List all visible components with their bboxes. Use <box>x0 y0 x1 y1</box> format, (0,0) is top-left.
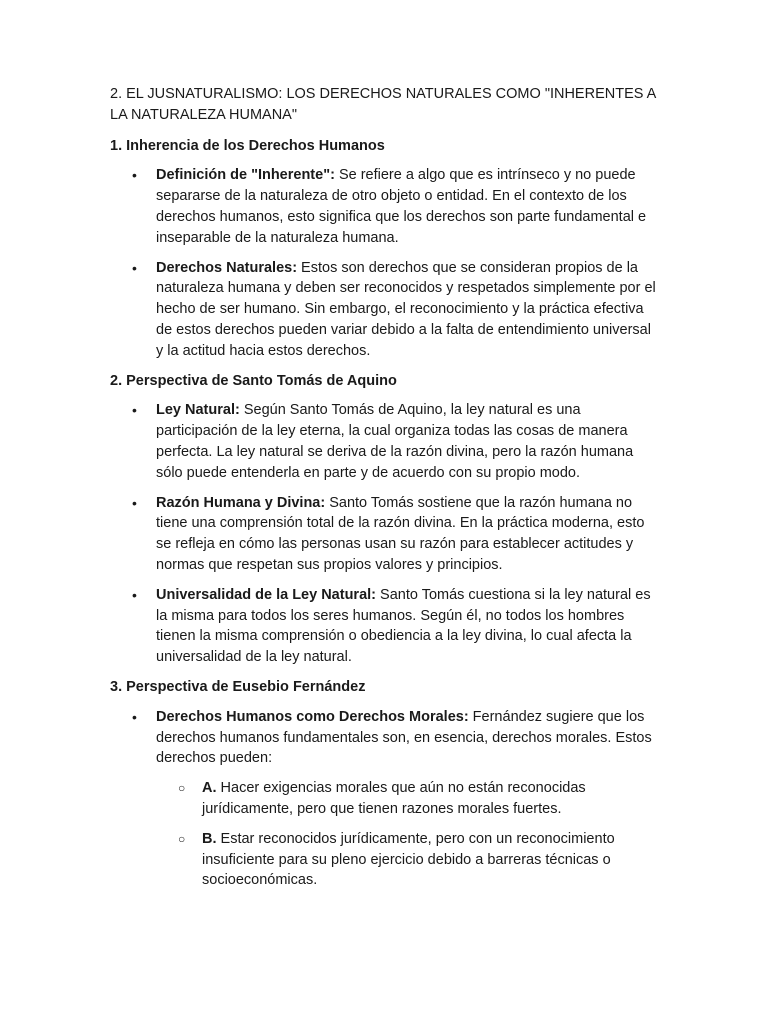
item-label: Razón Humana y Divina: <box>156 494 326 511</box>
bullet-icon: • <box>132 167 137 184</box>
item-text: Estos son derechos que se consideran propios de la naturaleza humana y deben ser reconocidos y respetados simplemente por el hecho de ser humano. Sin embargo, el reconocimiento y la práctica efectiva de estos derechos pueden variar debido a la falta de entendimiento universal y la actitud hacia estos derechos. <box>156 259 656 359</box>
document-page <box>110 84 660 900</box>
sub-item-label: A. <box>202 780 217 797</box>
sub-list-item <box>156 778 660 820</box>
item-text: Santo Tomás sostiene que la razón humana no tiene una comprensión total de la razón divina. En la práctica moderna, esto se refleja en cómo las personas usan su razón para establecer actitudes y normas que respetan sus propios valores y principios. <box>156 494 645 573</box>
sub-list-item <box>156 829 660 891</box>
section-heading-fernandez: 3. Perspectiva de Eusebio Fernández <box>110 678 366 695</box>
list-item <box>110 258 660 362</box>
sub-item-text: Hacer exigencias morales que aún no están reconocidas jurídicamente, pero que tienen razones morales fuertes. <box>202 780 586 817</box>
item-text: Se refiere a algo que es intrínseco y no puede separarse de la naturaleza de otro objeto o entidad. En el contexto de los derechos humanos, esto significa que los derechos son parte fundamental e inseparable de la naturaleza humana. <box>156 167 647 246</box>
section-heading-aquino: 2. Perspectiva de Santo Tomás de Aquino <box>110 372 397 389</box>
item-label: Derechos Naturales: <box>156 259 298 276</box>
item-label: Derechos Humanos como Derechos Morales: <box>156 708 469 725</box>
circle-bullet-icon: ○ <box>178 781 186 796</box>
sub-item-label: B. <box>202 830 217 847</box>
list-item <box>110 165 660 248</box>
bullet-icon: • <box>132 708 137 725</box>
item-text: Fernández sugiere que los derechos humanos fundamentales son, en esencia, derechos morales. Estos derechos pueden: <box>156 708 652 767</box>
bullet-icon: • <box>132 494 137 511</box>
list-item <box>110 400 660 483</box>
section-list-inherencia <box>110 165 660 361</box>
circle-bullet-icon: ○ <box>178 831 186 846</box>
item-label: Definición de "Inherente": <box>156 167 335 184</box>
item-label: Ley Natural: <box>156 402 240 419</box>
bullet-icon: • <box>132 402 137 419</box>
item-label: Universalidad de la Ley Natural: <box>156 586 376 603</box>
list-item <box>110 585 660 668</box>
section-list-fernandez <box>110 707 660 891</box>
document-title: 2. EL JUSNATURALISMO: LOS DERECHOS NATURALES COMO "INHERENTES A LA NATURALEZA HUMANA" <box>110 86 656 123</box>
item-text: Santo Tomás cuestiona si la ley natural es la misma para todos los seres humanos. Según él, no todos los hombres tienen la misma comprensión o obediencia a la ley divina, lo cual afecta la universalidad de la ley natural. <box>156 586 651 666</box>
section-list-aquino <box>110 400 660 668</box>
section-heading-inherencia: 1. Inherencia de los Derechos Humanos <box>110 137 385 154</box>
item-text: Según Santo Tomás de Aquino, la ley natural es una participación de la ley eterna, la cual organiza todas las cosas de manera perfecta. La ley natural se deriva de la razón divina, pero la razón humana sólo puede entenderla en parte y de acuerdo con su propio modo. <box>156 402 634 481</box>
list-item <box>110 493 660 576</box>
sub-list <box>156 778 660 891</box>
bullet-icon: • <box>132 586 137 603</box>
sub-item-text: Estar reconocidos jurídicamente, pero con un reconocimiento insuficiente para su pleno ejercicio debido a barreras técnicas o socioeconómicas. <box>202 830 615 889</box>
bullet-icon: • <box>132 259 137 276</box>
list-item <box>110 707 660 891</box>
